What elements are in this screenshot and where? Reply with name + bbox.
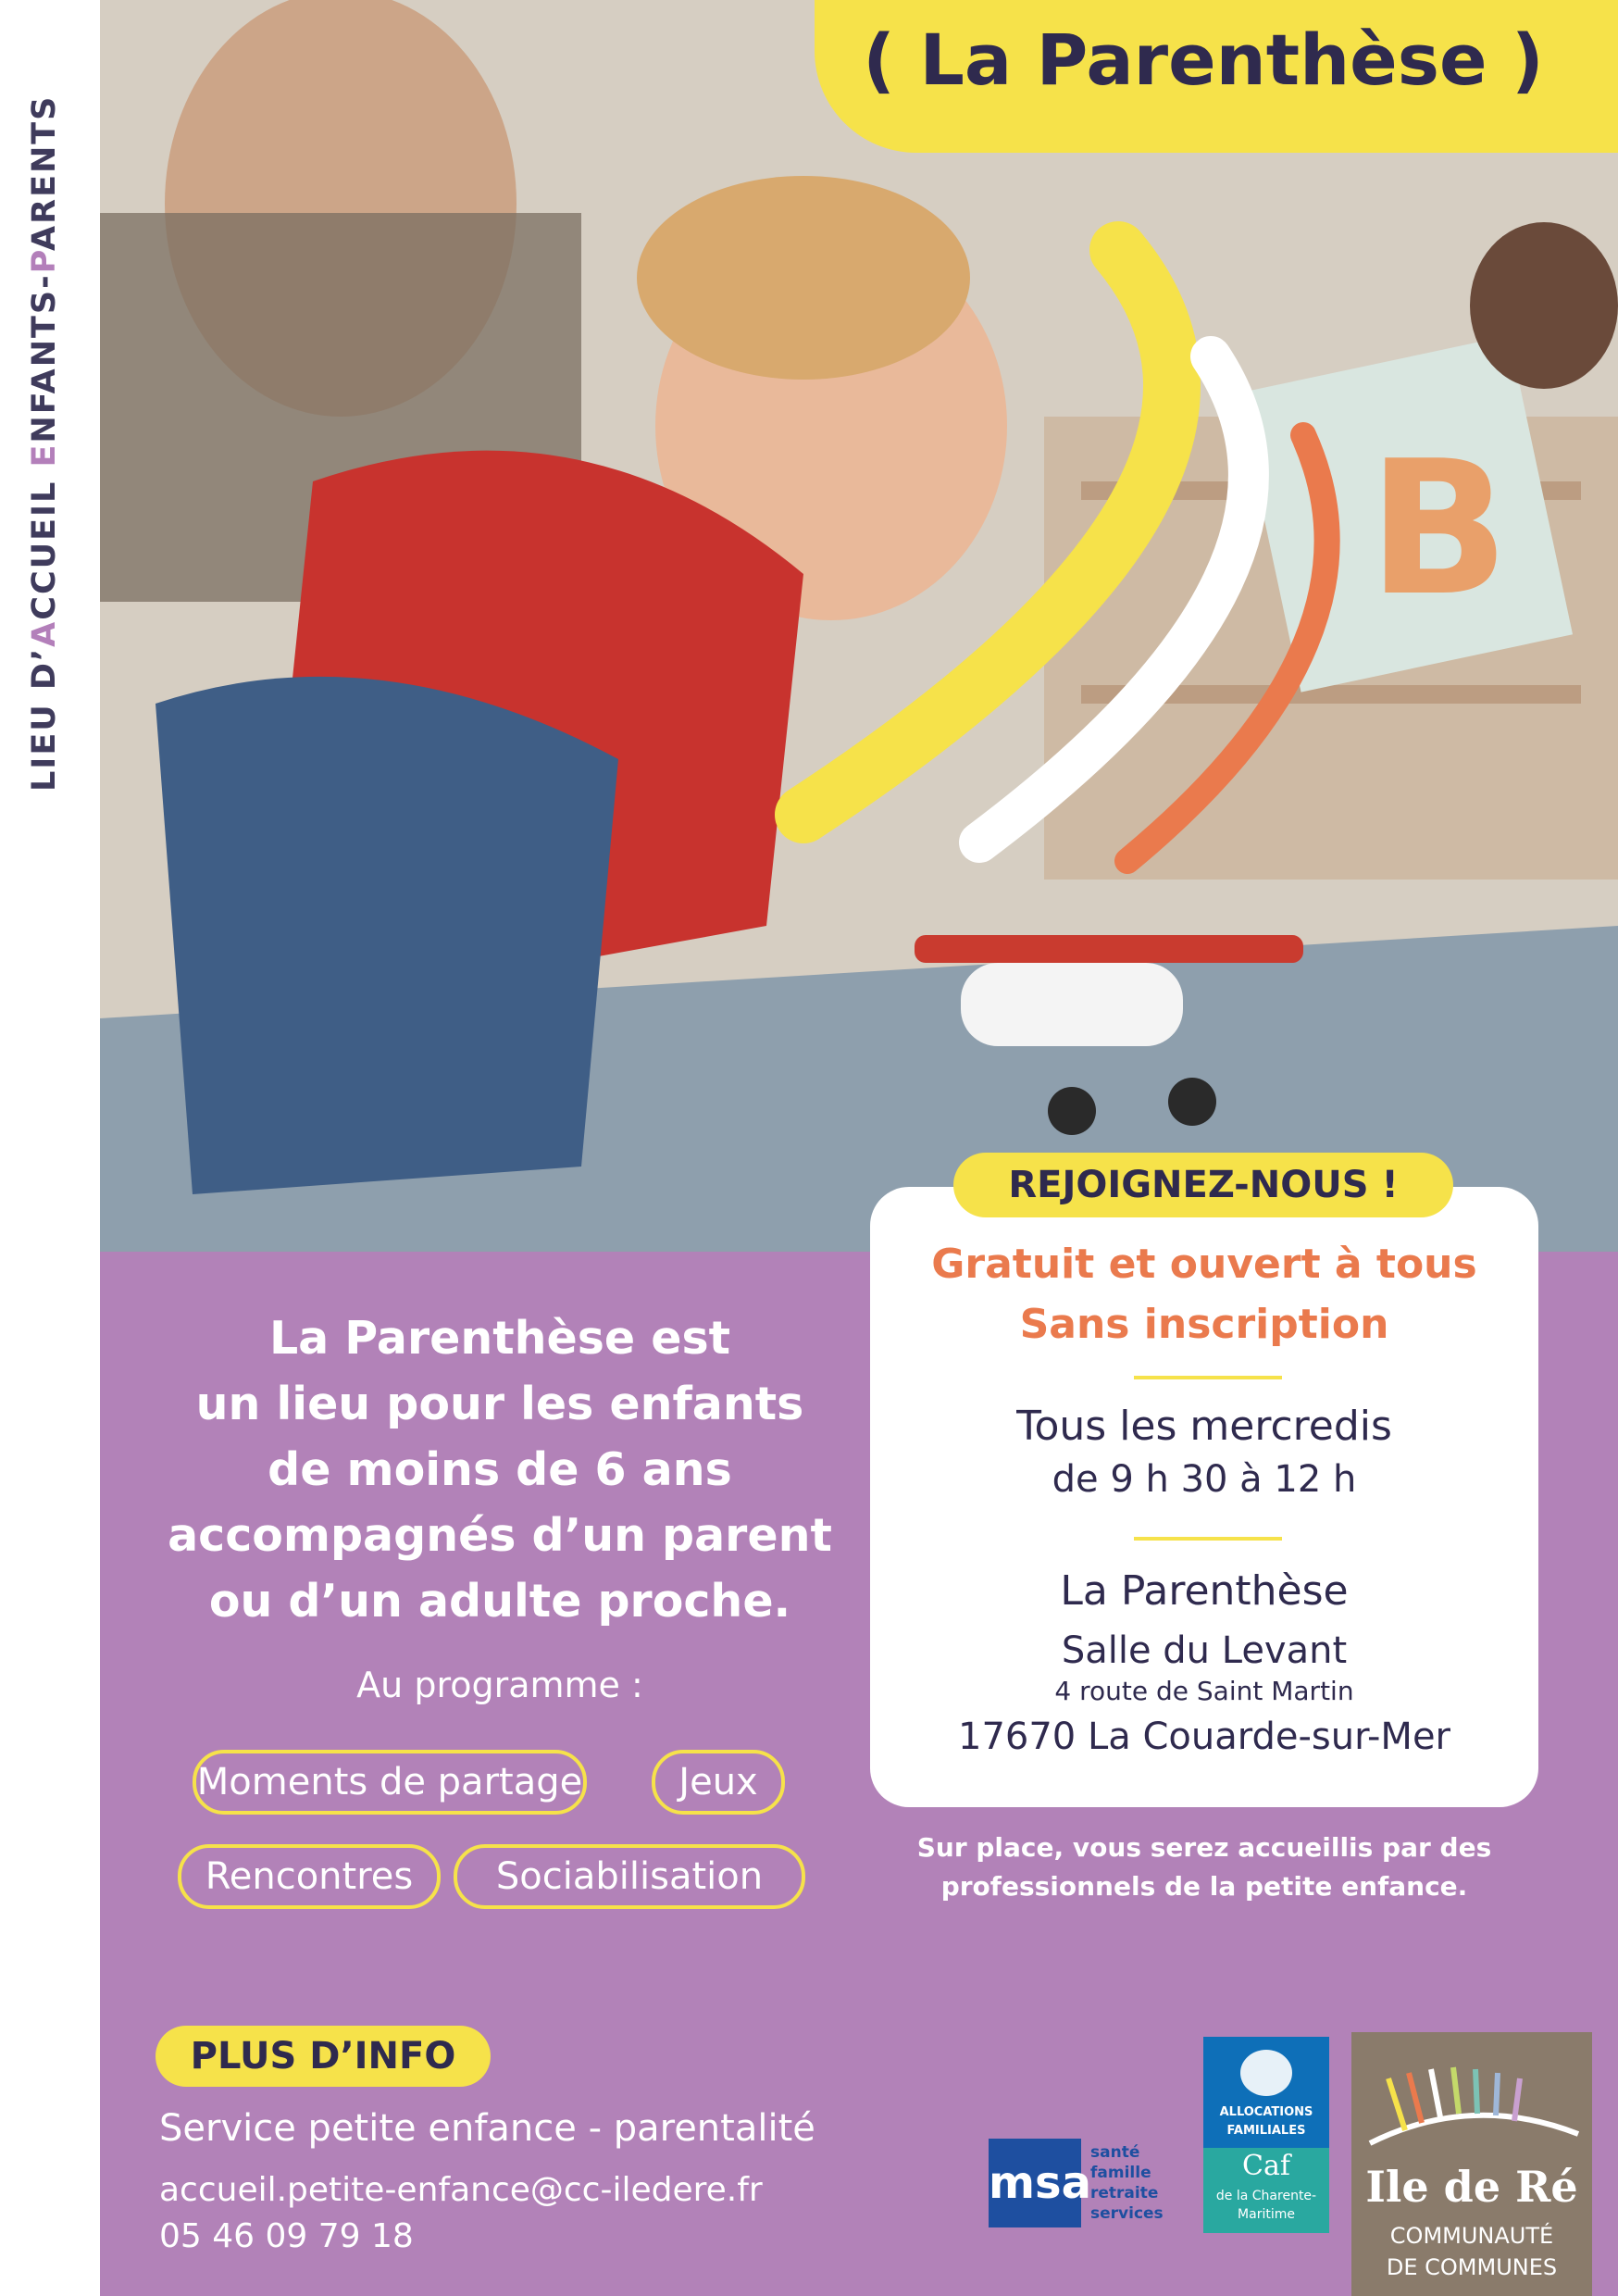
more-info-badge: PLUS D’INFO — [156, 2026, 491, 2087]
no-registration-text: Sans inscription — [1019, 1301, 1389, 1348]
msa-line: famille — [1090, 2164, 1151, 2182]
page-title: ( La Parenthèse ) — [863, 19, 1544, 101]
intro-line: La Parenthèse est — [268, 1312, 731, 1365]
intro-text — [139, 1305, 861, 1634]
msa-line: services — [1090, 2204, 1164, 2223]
separator — [1134, 1537, 1282, 1541]
side-title-part: ARENTS — [26, 94, 63, 251]
tag-jeux: Jeux — [652, 1750, 785, 1815]
intro-line: de moins de 6 ans — [268, 1443, 732, 1496]
service-name: Service petite enfance - parentalité — [159, 2107, 815, 2150]
tag-rencontres: Rencontres — [178, 1844, 441, 1909]
side-title-part: NFANTS- — [26, 273, 63, 443]
email-link[interactable]: accueil.petite-enfance@cc-iledere.fr — [159, 2171, 763, 2209]
staff-note — [870, 1828, 1538, 1906]
idr-sub: COMMUNAUTÉ — [1389, 2223, 1554, 2249]
side-title-part: LIEU D’ — [26, 646, 63, 792]
day-text: Tous les mercredis — [1016, 1403, 1392, 1450]
msa-line: retraite — [1090, 2184, 1159, 2202]
free-text: Gratuit et ouvert à tous — [931, 1241, 1477, 1288]
caf-logo — [1203, 2037, 1329, 2233]
ile-de-re-logo — [1351, 2032, 1592, 2296]
tag-partage: Moments de partage — [193, 1750, 587, 1815]
note-line: professionnels de la petite enfance. — [940, 1871, 1468, 1902]
room-text: Salle du Levant — [1061, 1629, 1348, 1672]
join-badge: REJOIGNEZ-NOUS ! — [953, 1153, 1453, 1217]
caf-region: Maritime — [1238, 2207, 1295, 2222]
street-text: 4 route de Saint Martin — [1054, 1676, 1354, 1706]
msa-letters: msa — [989, 2157, 1091, 2209]
msa-mark — [989, 2139, 1091, 2227]
phone-link[interactable]: 05 46 09 79 18 — [159, 2217, 414, 2255]
caf-top — [1203, 2037, 1329, 2148]
side-title-accent: E — [26, 443, 63, 468]
hero-photo — [100, 0, 1618, 1252]
side-title-accent: A — [26, 619, 63, 647]
place-name: La Parenthèse — [1060, 1567, 1349, 1615]
hero-photo-illustration — [100, 0, 1618, 1252]
caf-family-icon — [1240, 2050, 1292, 2096]
tag-sociabilisation: Sociabilisation — [454, 1844, 805, 1909]
caf-region: de la Charente- — [1215, 2189, 1317, 2203]
intro-line: ou d’un adulte proche. — [208, 1575, 791, 1628]
svg-text:B: B — [1368, 421, 1510, 637]
idr-name: Ile de Ré — [1365, 2162, 1578, 2212]
caf-allocations: ALLOCATIONS — [1219, 2105, 1313, 2119]
city-text: 17670 La Couarde-sur-Mer — [958, 1716, 1450, 1758]
side-title — [26, 94, 74, 792]
ile-de-re-mark — [1351, 2041, 1592, 2152]
separator — [1134, 1376, 1282, 1379]
caf-name: Caf — [1242, 2150, 1290, 2182]
intro-line: accompagnés d’un parent — [168, 1509, 832, 1562]
msa-line: santé — [1090, 2143, 1140, 2162]
caf-bottom — [1203, 2148, 1329, 2233]
caf-familiales: FAMILIALES — [1226, 2124, 1306, 2138]
intro-line: un lieu pour les enfants — [195, 1378, 804, 1430]
hours-text: de 9 h 30 à 12 h — [1052, 1458, 1357, 1501]
side-title-accent: P — [26, 250, 63, 274]
side-title-part: CCUEIL — [26, 467, 63, 620]
side-band — [0, 0, 100, 2296]
note-line: Sur place, vous serez accueillis par des — [916, 1832, 1492, 1863]
msa-lines — [1090, 2142, 1192, 2224]
idr-sub: DE COMMUNES — [1386, 2254, 1558, 2280]
programme-label: Au programme : — [356, 1665, 643, 1705]
